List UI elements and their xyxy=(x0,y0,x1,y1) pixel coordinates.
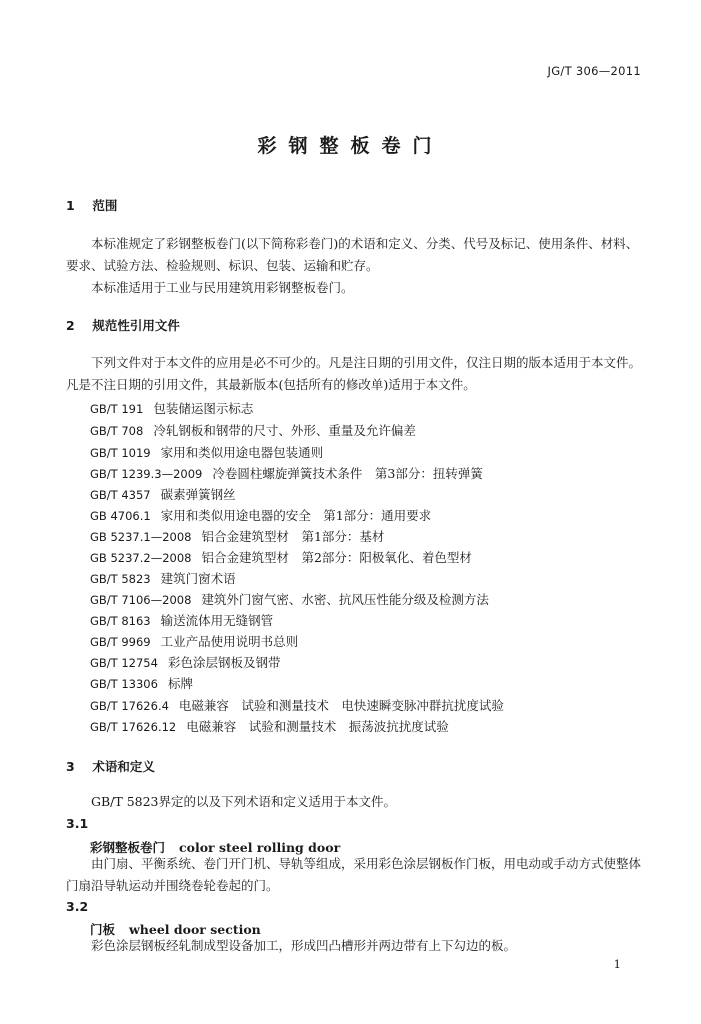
term-definition: 由门扇、平衡系统、卷门开门机、导轨等组成，采用彩色涂层钢板作门板，用电动或手动方式使整体门扇沿导轨运动并围绕卷轮卷起的门。 xyxy=(66,856,642,893)
reference-item: GB 5237.1—2008 铝合金建筑型材 第1部分：基材 xyxy=(90,529,385,544)
reference-item: GB/T 17626.12 电磁兼容 试验和测量技术 振荡波抗扰度试验 xyxy=(90,719,449,734)
reference-item: GB/T 12754 彩色涂层钢板及钢带 xyxy=(90,655,281,670)
section-heading-terms-definitions xyxy=(66,757,155,775)
section-title: 范围 xyxy=(92,198,118,213)
reference-item: GB/T 708 冷轧钢板和钢带的尺寸、外形、重量及允许偏差 xyxy=(90,423,416,438)
reference-item: GB/T 7106—2008 建筑外门窗气密、水密、抗风压性能分级及检测方法 xyxy=(90,592,489,607)
reference-item: GB/T 1019 家用和类似用途电器包装通则 xyxy=(90,445,324,460)
scope-applicability: 本标准适用于工业与民用建筑用彩钢整板卷门。 xyxy=(91,280,354,295)
reference-item: GB/T 4357 碳素弹簧钢丝 xyxy=(90,487,236,502)
term-number: 3.2 xyxy=(66,899,89,914)
section-number: 1 xyxy=(66,198,75,213)
section-number: 3 xyxy=(66,759,75,774)
term-number: 3.1 xyxy=(66,816,89,831)
reference-item: GB/T 191 包装储运图示标志 xyxy=(90,401,254,416)
term-cn: 彩钢整板卷门 xyxy=(90,840,166,855)
standard-code: JG/T 306—2011 xyxy=(547,64,641,78)
reference-item: GB 5237.2—2008 铝合金建筑型材 第2部分：阳极氧化、着色型材 xyxy=(90,550,472,565)
reference-item: GB 4706.1 家用和类似用途电器的安全 第1部分：通用要求 xyxy=(90,508,432,523)
page-title: 彩钢整板卷门 xyxy=(257,135,444,157)
reference-item: GB/T 8163 输送流体用无缝钢管 xyxy=(90,613,274,628)
terms-intro: GB/T 5823界定的以及下列术语和定义适用于本文件。 xyxy=(91,794,397,809)
section-number: 2 xyxy=(66,318,75,333)
section-title: 术语和定义 xyxy=(92,759,155,774)
section-heading-normative-references xyxy=(66,316,180,334)
reference-item: GB/T 13306 标牌 xyxy=(90,676,193,691)
section-heading-scope xyxy=(66,196,117,214)
term-cn: 门板 xyxy=(90,922,116,937)
references-intro: 下列文件对于本文件的应用是必不可少的。凡是注日期的引用文件，仅注日期的版本适用于本文件。凡是不注日期的引用文件，其最新版本(包括所有的修改单)适用于本文件。 xyxy=(66,355,642,392)
term-en: wheel door section xyxy=(129,922,261,937)
page-number: 1 xyxy=(613,957,621,971)
term-en: color steel rolling door xyxy=(179,840,341,855)
section-title: 规范性引用文件 xyxy=(92,318,180,333)
reference-item: GB/T 9969 工业产品使用说明书总则 xyxy=(90,634,299,649)
reference-item: GB/T 5823 建筑门窗术语 xyxy=(90,571,236,586)
reference-item: GB/T 1239.3—2009 冷卷圆柱螺旋弹簧技术条件 第3部分：扭转弹簧 xyxy=(90,466,483,481)
reference-item: GB/T 17626.4 电磁兼容 试验和测量技术 电快速瞬变脉冲群抗扰度试验 xyxy=(90,698,504,713)
scope-paragraph: 本标准规定了彩钢整板卷门(以下简称彩卷门)的术语和定义、分类、代号及标记、使用条件、材料、要求、试验方法、检验规则、标识、包装、运输和贮存。 xyxy=(66,236,639,273)
term-definition: 彩色涂层钢板经轧制成型设备加工，形成凹凸槽形并两边带有上下勾边的板。 xyxy=(91,938,517,953)
